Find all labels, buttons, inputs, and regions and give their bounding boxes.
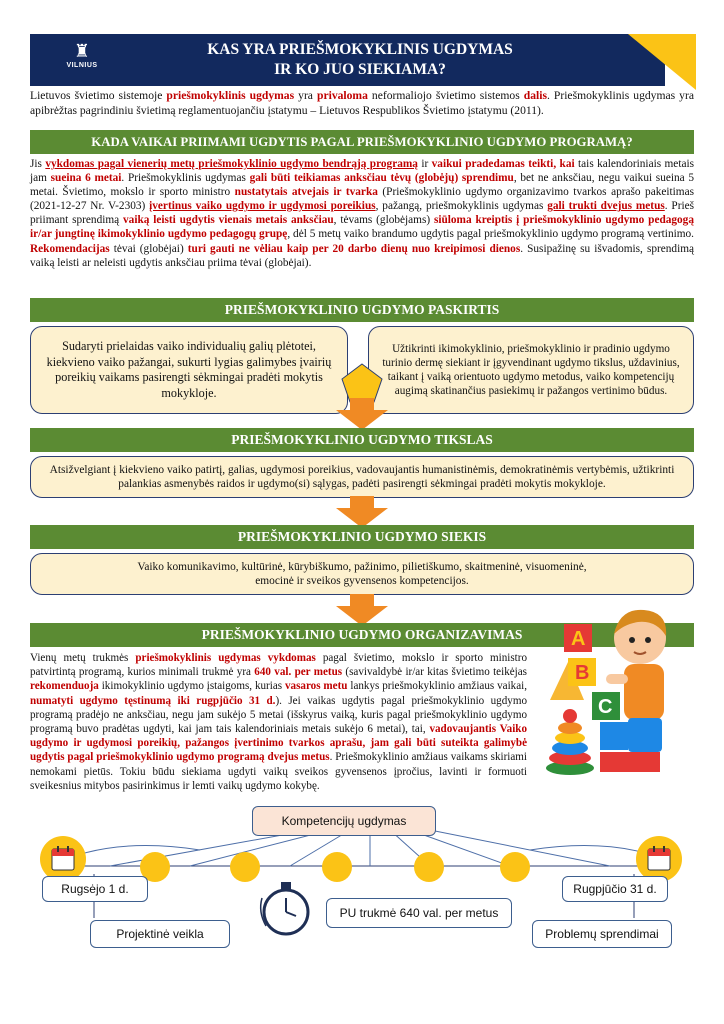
svg-text:C: C xyxy=(598,696,613,718)
purpose-left-box: Sudaryti prielaidas vaiko individualių galių plėtotei, kiekvieno vaiko pažangai, sukurti lygias galimybes įvairių poreikių vaikams pasirengti sėkmingai pradėti mokytis mokykloje. xyxy=(30,326,348,414)
intro-paragraph: Lietuvos švietimo sistemoje priešmokyklinis ugdymas yra privaloma neformaliojo švietimo sistemos dalis. Priešmokyklinis ugdymas yra apibrėžtas pagrindiniu švietimą reglamentuojančiu įstatymu – Lietuvos Respublikos Švietimo įstatymu (2011). xyxy=(30,89,694,117)
down-arrow-1 xyxy=(334,398,390,430)
section-goal-header: PRIEŠMOKYKLINIO UGDYMO TIKSLAS xyxy=(30,428,694,452)
problem-solving-box: Problemų sprendimai xyxy=(532,920,672,948)
aim-box: Vaiko komunikavimo, kultūrinė, kūrybiškumo, pažinimo, pilietiškumo, skaitmeninė, visuomeninė, emocinė ir sveikos gyvensenos kompetencijos. xyxy=(30,553,694,595)
calendar-icon xyxy=(50,844,76,872)
section-organization-header: PRIEŠMOKYKLINIO UGDYMO ORGANIZAVIMAS xyxy=(30,623,694,647)
down-arrow-2 xyxy=(334,496,390,528)
section-admission-header: KADA VAIKAI PRIIMAMI UGDYTIS PAGAL PRIEŠMOKYKLINIO UGDYMO PROGRAMĄ? xyxy=(30,130,694,154)
timeline-dot xyxy=(322,852,352,882)
end-date-box: Rugpjūčio 31 d. xyxy=(562,876,668,902)
project-activity-box: Projektinė veikla xyxy=(90,920,230,948)
section-organization-text-top: Vienų metų trukmės priešmokyklinis ugdymas vykdomas pagal švietimo, mokslo ir sporto ministro patvirtintą programą, kurios minimali trukmė yra 640 val. per metus (savivaldybė ir/ar kitas švietimo teikėjas rekomenduoja ikimokyklinio ugdymo įstaigoms, kurias vasaros metu lankys priešmokyklinio amžiaus vaikai, numatyti ugdymo tęstinumą iki rugpjūčio 31 d.). Jei vaikas ugdytis pagal priešmokyklinio ugdymo programą pradėjo ne anksčiau, negu jam sukėjo 5 metai (išskyrus vaiką, kuris pagal priešmokyklinio ugdymo programą buvo pradėtas ugdyti, kai jam tais kalendoriniais metais sukėjo 6 metai), tai, vadovaujantis Vaiko ugdymo ir ugdymosi poreikių, pažangos įvertinimo tvarkos aprašu, jam gali būti suteikta galimybė ugdytis pagal priešmokyklinio ugdymo programą dvejus metus. Priešmokyklinio amžiaus vaikams skiriami nemokami pietūs. Tokiu būdu siekiama ugdyti vaikų sveikos gyvensenos įpročius, lavinti ir formuoti sveikesnius mitybos pasirinkimus ir lemti vaikų ugdymo kokybę. xyxy=(30,652,527,792)
timeline-dot xyxy=(414,852,444,882)
crown-icon: ♜ xyxy=(73,41,91,61)
section-aim-header: PRIEŠMOKYKLINIO UGDYMO SIEKIS xyxy=(30,525,694,549)
svg-text:B: B xyxy=(575,662,590,684)
child-with-blocks-illustration xyxy=(540,600,700,780)
goal-box: Atsižvelgiant į kiekvieno vaiko patirtį, galias, ugdymosi poreikius, vadovaujantis humanistinėmis, demokratinėmis vertybėmis, užtikrinti palankias asmenybės raidos ir ugdymo(si) sąlygas, padėti pasirengti sėkmingai pradėti mokytis mokykloje. xyxy=(30,456,694,498)
timeline-dot xyxy=(500,852,530,882)
pu-duration-box: PU trukmė 640 val. per metus xyxy=(326,898,512,928)
down-arrow-3 xyxy=(334,594,390,626)
stopwatch-icon xyxy=(256,876,318,942)
competence-development-box: Kompetencijų ugdymas xyxy=(252,806,436,836)
purpose-right-box: Užtikrinti ikimokyklinio, priešmokyklinio ir pradinio ugdymo turinio dermę siekiant ir įgyvendinant ugdymo tikslus, uždavinius, taikant į vaiką orientuoto ugdymo metodus, vaiko kompetencijų augimą skatinančius pasiekimų ir pažangos vertinimo būdus. xyxy=(368,326,694,414)
section-purpose-header: PRIEŠMOKYKLINIO UGDYMO PASKIRTIS xyxy=(30,298,694,322)
start-date-box: Rugsėjo 1 d. xyxy=(42,876,148,902)
header-corner-triangle xyxy=(620,20,700,92)
svg-text:A: A xyxy=(571,628,586,650)
page-title: KAS YRA PRIEŠMOKYKLINIS UGDYMAS IR KO JUO SIEKIAMA? xyxy=(207,41,513,78)
section-admission-text: Jis vykdomas pagal vienerių metų priešmokyklinio ugdymo bendrąją programą ir vaikui pradedamas teikti, kai tais kalendoriniais metais jam sueina 6 metai. Priešmokyklinis ugdymas gali būti teikiamas anksčiau tėvų (globėjų) sprendimu, bet ne anksčiau, negu vaikui sueina 5 metai. Švietimo, mokslo ir sporto ministro nustatytais atvejais ir tvarka (Priešmokyklinio ugdymo organizavimo tvarkos aprašo pakeitimas (2021-12-27 Nr. V-2303) įvertinus vaiko ugdymo ir ugdymosi poreikius, pažangą, priešmokyklinis ugdymas gali trukti dvejus metus. Prieš priimant sprendimą vaiką leisti ugdytis vienais metais anksčiau, tėvams (globėjams) siūloma kreiptis į priešmokyklinio ugdymo pedagogą ir/ar jungtinę ikimokyklinio ugdymo pedagogų grupę, dėl 5 metų vaiko brandumo ugdytis pagal priešmokyklinio ugdymo programą vertinimo. Rekomendacijas tėvai (globėjai) turi gauti ne vėliau kaip per 20 darbo dienų nuo kreipimosi dienos. Susipažinę su išvadomis, sprendimą vaiką leisti ar neleisti ugdytis anksčiau priima tėvai (globėjai). xyxy=(30,158,695,269)
vilnius-logo: ♜ VILNIUS xyxy=(62,40,102,82)
calendar-icon xyxy=(646,844,672,872)
